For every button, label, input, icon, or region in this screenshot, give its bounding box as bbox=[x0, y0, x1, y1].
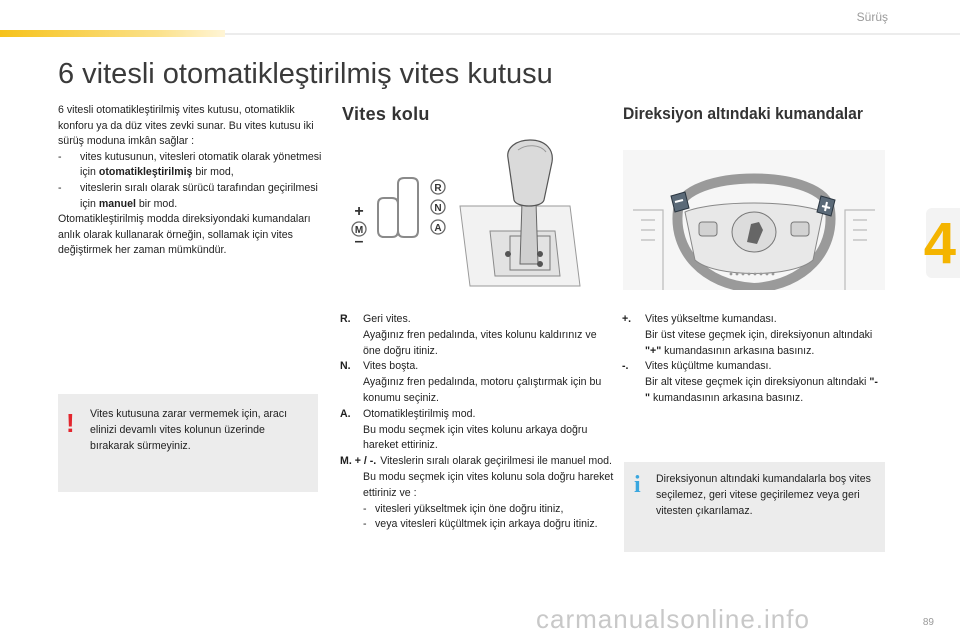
section-label: Sürüş bbox=[856, 10, 888, 24]
list-item: - veya vitesleri küçültmek için arkaya doğru itiniz. bbox=[363, 518, 598, 531]
bullet-icon bbox=[340, 423, 363, 455]
steering-controls-list bbox=[622, 312, 882, 407]
chapter-number: 4 bbox=[923, 211, 956, 276]
bullet-icon bbox=[340, 375, 363, 407]
page-title: 6 vitesli otomatikleştirilmiş vites kutusu bbox=[58, 58, 553, 90]
gear-gate-diagram bbox=[352, 178, 445, 250]
warning-box bbox=[58, 394, 318, 492]
steering-controls-heading: Direksiyon altındaki kumandalar bbox=[623, 104, 863, 123]
bullet-icon bbox=[622, 328, 645, 360]
gear-positions-list bbox=[340, 312, 615, 533]
intro-list-item: - viteslerin sıralı olarak sürücü tarafından geçirilmesi için manuel bir mod. bbox=[58, 181, 318, 210]
gate-label-m: M bbox=[354, 225, 364, 236]
gate-label-n: N bbox=[434, 203, 442, 214]
warning-exclamation-icon: ! bbox=[66, 408, 75, 438]
list-item: +. Vites yükseltme kumandası. bbox=[622, 313, 777, 325]
list-item: Bu modu seçmek için vites kolunu sola doğru hareket ettiriniz ve : bbox=[340, 470, 615, 502]
gear-knob-drawing bbox=[460, 140, 580, 286]
list-item: Bir alt vitese geçmek için direksiyonun altındaki "-" kumandasının arkasına basınız. bbox=[622, 375, 882, 407]
watermark: carmanualsonline.info bbox=[536, 604, 810, 634]
bullet-icon bbox=[622, 375, 645, 407]
gear-lever-heading: Vites kolu bbox=[342, 104, 430, 124]
steering-wheel-illustration bbox=[623, 150, 885, 290]
gear-lever-illustration bbox=[340, 136, 615, 301]
list-item: -. Vites küçültme kumandası. bbox=[622, 360, 772, 373]
bullet-icon bbox=[340, 328, 363, 360]
warning-text: Vites kutusuna zarar vermemek için, aracı elinizi devamlı vites kolunun üzerinde bırakarak sürmeyiniz. bbox=[90, 408, 288, 452]
gate-label-minus: – bbox=[354, 233, 364, 250]
gate-label-a: A bbox=[434, 223, 442, 234]
info-text: Direksiyonun altındaki kumandalarla boş vites seçilemez, geri vitese geçirilemez veya geri vitesten çıkarılamaz. bbox=[656, 473, 871, 517]
header-bar bbox=[0, 0, 960, 38]
info-i-icon: i bbox=[634, 472, 641, 498]
header-accent-stripe bbox=[0, 30, 225, 37]
list-item: A. Otomatikleştirilmiş mod. bbox=[340, 407, 476, 420]
intro-column bbox=[58, 103, 323, 259]
page-number: 89 bbox=[922, 617, 934, 628]
list-item: Bir üst vitese geçmek için, direksiyonun altındaki "+" kumandasının arkasına basınız. bbox=[622, 328, 882, 360]
intro-list-item: - vites kutusunun, vitesleri otomatik olarak yönetmesi için otomatikleştirilmiş bir mod, bbox=[58, 150, 322, 179]
intro-paragraph-2: Otomatikleştirilmiş modda direksiyondaki kumandaları anlık olarak kullanarak örneğin, sollamak için vites değiştirmek her zaman mümkündür. bbox=[58, 213, 311, 257]
gate-label-r: R bbox=[434, 183, 442, 194]
info-box bbox=[624, 462, 885, 552]
gate-label-plus: + bbox=[354, 203, 364, 220]
list-item: Ayağınız fren pedalında, motoru çalıştırmak için bu konumu seçiniz. bbox=[340, 375, 615, 407]
list-item: R. Geri vites. bbox=[340, 313, 411, 325]
list-item: M. + / -. Viteslerin sıralı olarak geçirilmesi ile manuel mod. bbox=[340, 455, 612, 468]
list-item: - vitesleri yükseltmek için öne doğru itiniz, bbox=[363, 502, 564, 515]
list-item: Ayağınız fren pedalında, vites kolunu kaldırınız ve öne doğru itiniz. bbox=[340, 328, 615, 360]
intro-paragraph: 6 vitesli otomatikleştirilmiş vites kutusu, otomatiklik konforu ya da düz vites zevki sunar. Bu vites kutusu iki sürüş moduna imkân sağlar : bbox=[58, 104, 314, 148]
list-item: Bu modu seçmek için vites kolunu arkaya doğru hareket ettiriniz. bbox=[340, 423, 615, 455]
header-rule bbox=[225, 33, 960, 35]
list-item: N. Vites boşta. bbox=[340, 360, 419, 373]
bullet-icon bbox=[340, 470, 363, 502]
